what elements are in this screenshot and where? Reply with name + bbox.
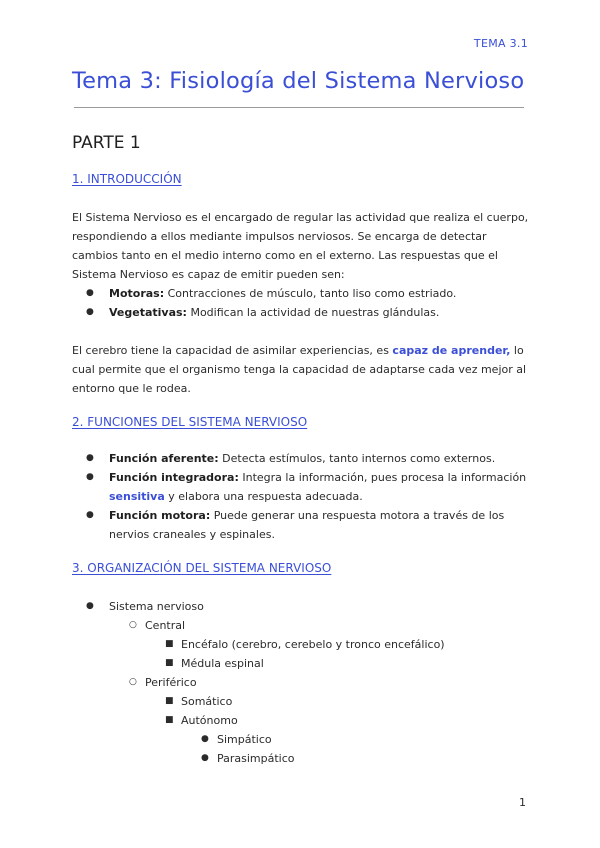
bullet-icon: ● — [201, 734, 209, 744]
bullet-icon: ● — [86, 510, 94, 520]
list-item: ● Motoras: Contracciones de músculo, tanto liso como estriado. — [72, 284, 532, 303]
page-number: 1 — [519, 796, 526, 809]
square-bullet-icon: ■ — [165, 715, 174, 725]
tree-item: ■ Encéfalo (cerebro, cerebelo y tronco encefálico) — [72, 635, 445, 654]
page-tag: TEMA 3.1 — [473, 37, 528, 50]
circle-bullet-icon: ○ — [129, 677, 137, 687]
square-bullet-icon: ■ — [165, 658, 174, 668]
response-types-list — [72, 284, 532, 322]
title-divider — [74, 107, 524, 108]
section-heading-funciones[interactable]: 2. FUNCIONES DEL SISTEMA NERVIOSO — [72, 415, 308, 429]
tree-item: ■ Médula espinal — [72, 654, 445, 673]
bullet-icon: ● — [86, 307, 94, 317]
bullet-icon: ● — [86, 472, 94, 482]
tree-item: ○ Central — [72, 616, 445, 635]
tree-item: ○ Periférico — [72, 673, 445, 692]
highlight-text: sensitiva — [109, 490, 165, 503]
highlight-text: capaz de aprender, — [392, 344, 511, 357]
bullet-icon: ● — [86, 288, 94, 298]
bullet-icon: ● — [201, 753, 209, 763]
list-item: ● Función aferente: Detecta estímulos, tanto internos como externos. — [72, 449, 532, 468]
square-bullet-icon: ■ — [165, 639, 174, 649]
square-bullet-icon: ■ — [165, 696, 174, 706]
tree-item: ■ Somático — [72, 692, 445, 711]
part-heading: PARTE 1 — [72, 133, 141, 153]
bullet-icon: ● — [86, 601, 94, 611]
circle-bullet-icon: ○ — [129, 620, 137, 630]
intro-paragraph: El Sistema Nervioso es el encargado de regular las actividad que realiza el cuerpo, respondiendo a ellos mediante impulsos nerviosos. Se encarga de detectar cambios tanto en el medio interno como en el externo. Las respuestas que el Sistema Nervioso es capaz de emitir pueden sen: — [72, 211, 529, 281]
section-heading-organizacion[interactable]: 3. ORGANIZACIÓN DEL SISTEMA NERVIOSO — [72, 561, 332, 575]
list-item: ● Vegetativas: Modifican la actividad de nuestras glándulas. — [72, 303, 532, 322]
list-item: ● Función integradora: Integra la información, pues procesa la información sensitiva y elabora una respuesta adecuada. — [72, 468, 532, 506]
list-item: ● Función motora: Puede generar una respuesta motora a través de los nervios craneales y espinales. — [72, 506, 532, 544]
functions-list — [72, 449, 532, 544]
organization-tree — [72, 597, 445, 768]
document-title: Tema 3: Fisiología del Sistema Nervioso — [72, 68, 525, 94]
bullet-icon: ● — [86, 453, 94, 463]
tree-item: ■ Autónomo — [72, 711, 445, 730]
tree-item: ● Sistema nervioso — [72, 597, 445, 616]
learning-paragraph: El cerebro tiene la capacidad de asimilar experiencias, es capaz de aprender, lo cual permite que el organismo tenga la capacidad de adaptarse cada vez mejor al entorno que le rodea. — [72, 344, 527, 395]
tree-item: ● Simpático — [72, 730, 445, 749]
tree-item: ● Parasimpático — [72, 749, 445, 768]
section-heading-introduccion[interactable]: 1. INTRODUCCIÓN — [72, 172, 182, 186]
